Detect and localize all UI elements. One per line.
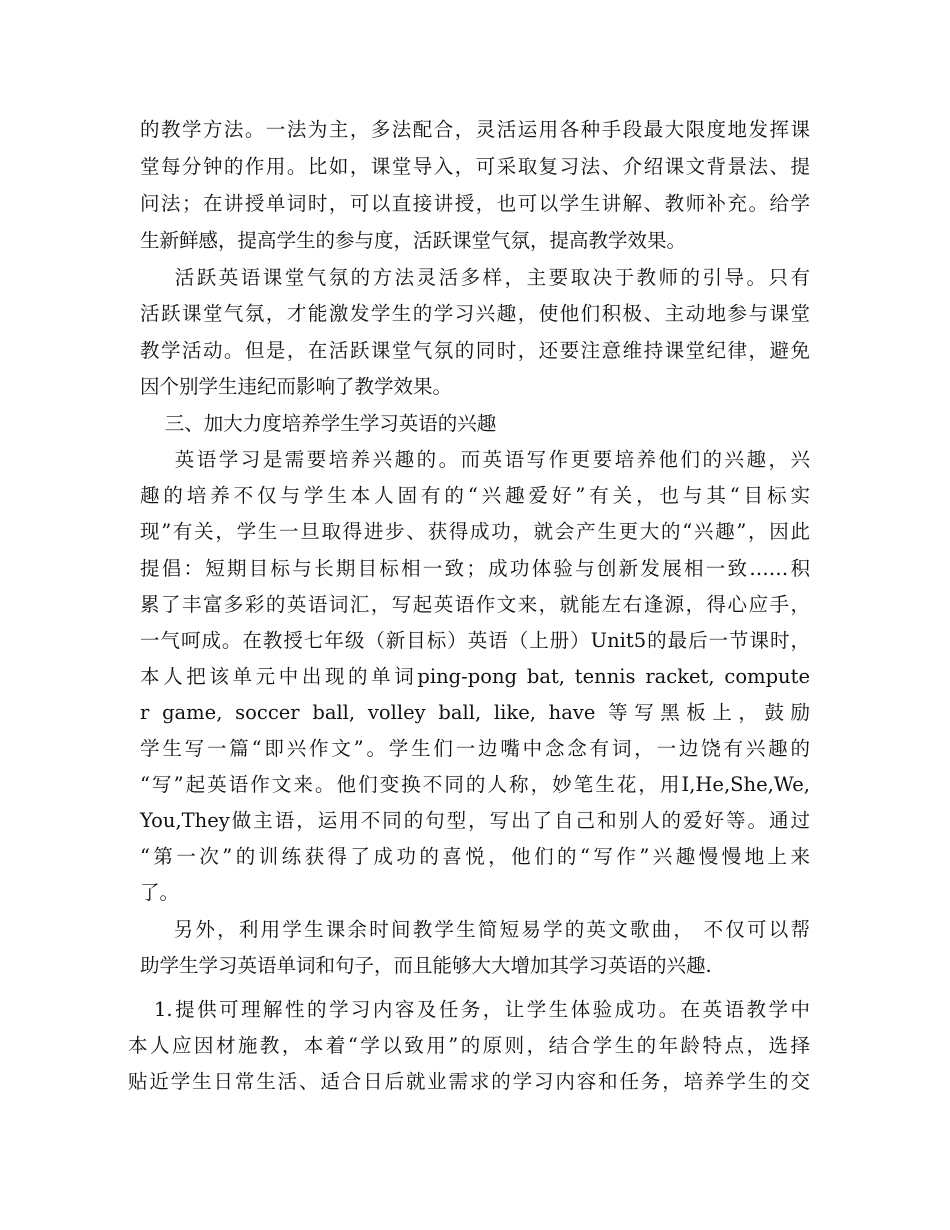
- text-line: “写”起英语作文来。他们变换不同的人称，妙笔生花，用I,He,She,We,: [140, 773, 810, 796]
- text-line: 活跃课堂气氛，才能激发学生的学习兴趣，使他们积极、主动地参与课堂: [140, 302, 810, 325]
- text-line: 1.提供可理解性的学习内容及任务，让学生体验成功。在英语教学中: [128, 998, 810, 1021]
- text-line: 教学活动。但是，在活跃课堂气氛的同时，还要注意维持课堂纪律，避免: [140, 339, 810, 362]
- text-line: “第一次”的训练获得了成功的喜悦，他们的“写作”兴趣慢慢地上来: [140, 845, 810, 868]
- text-line: You,They做主语，运用不同的句型，写出了自己和别人的爱好等。通过: [140, 809, 810, 832]
- text-line: r game, soccer ball, volley ball, like, have 等写黑板上，鼓励: [140, 701, 810, 724]
- text-line: 本人应因材施教，本着“学以致用”的原则，结合学生的年龄特点，选择: [128, 1034, 810, 1057]
- text-line: 现”有关，学生一旦取得进步、获得成功，就会产生更大的“兴趣”，因此: [140, 520, 810, 543]
- text-line: 堂每分钟的作用。比如，课堂导入，可采取复习法、介绍课文背景法、提: [140, 155, 810, 178]
- text-line: 贴近学生日常生活、适合日后就业需求的学习内容和任务，培养学生的交: [128, 1070, 810, 1093]
- text-line: 英语学习是需要培养兴趣的。而英语写作更要培养他们的兴趣，兴: [140, 448, 810, 471]
- text-line: 学生写一篇“即兴作文”。学生们一边嘴中念念有词，一边饶有兴趣的: [140, 737, 810, 760]
- text-line: 助学生学习英语单词和句子，而且能够大大增加其学习英语的兴趣.: [140, 954, 712, 977]
- text-line: 问法；在讲授单词时，可以直接讲授，也可以学生讲解、教师补充。给学: [140, 192, 810, 215]
- text-line: 趣的培养不仅与学生本人固有的“兴趣爱好”有关，也与其“目标实: [140, 484, 810, 507]
- text-line: 因个别学生违纪而影响了教学效果。: [140, 375, 453, 398]
- text-line: 活跃英语课堂气氛的方法灵活多样，主要取决于教师的引导。只有: [140, 266, 810, 289]
- text-line: 本人把该单元中出现的单词ping-pong bat, tennis racket, compute: [140, 665, 810, 688]
- text-line: 一气呵成。在教授七年级（新目标）英语（上册）Unit5的最后一节课时，: [140, 629, 810, 652]
- text-line: 的教学方法。一法为主，多法配合，灵活运用各种手段最大限度地发挥课: [140, 118, 810, 141]
- section-heading: 三、加大力度培养学生学习英语的兴趣: [140, 412, 497, 435]
- text-line: 生新鲜感，提高学生的参与度，活跃课堂气氛，提高教学效果。: [140, 229, 687, 252]
- text-line: 了。: [140, 881, 180, 904]
- text-line: 累了丰富多彩的英语词汇，写起英语作文来，就能左右逢源，得心应手，: [140, 593, 810, 616]
- text-line: 提倡：短期目标与长期目标相一致；成功体验与创新发展相一致……积: [140, 557, 810, 580]
- text-line: 另外，利用学生课余时间教学生简短易学的英文歌曲， 不仅可以帮: [140, 918, 810, 941]
